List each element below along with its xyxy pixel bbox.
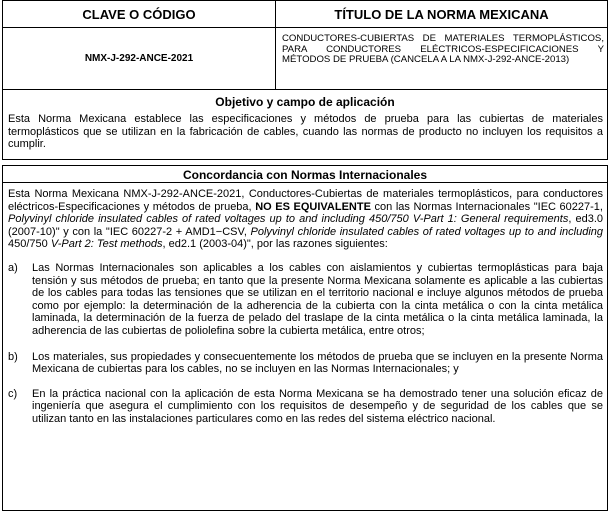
objetivo-text: Esta Norma Mexicana establece las especificaciones y métodos de prueba para las cubiertas de materiales termoplásticos que se utilizan en la fabricación de cables, cuando las normas de producto no incluyen los requisitos a cumplir. (8, 113, 603, 151)
intro-not-equivalent: NO ES EQUIVALENTE (255, 200, 371, 213)
intro-iec-title-2: Polyvinyl chloride insulated cables of rated voltages up to and including (250, 225, 603, 238)
concordancia-section (2, 165, 608, 511)
intro-text-5: , ed2.1 (2003-04)", por las razones siguientes: (162, 238, 388, 251)
objetivo-section (2, 89, 608, 160)
header-title-label: TÍTULO DE LA NORMA MEXICANA (334, 6, 549, 22)
norma-document (2, 0, 608, 511)
norma-code: NMX-J-292-ANCE-2021 (84, 53, 194, 64)
norma-code-cell (2, 27, 276, 90)
intro-text-4: 450/750 (8, 238, 51, 251)
norma-title-cell (275, 27, 608, 90)
reason-letter-a: a) (8, 261, 18, 274)
objetivo-heading: Objetivo y campo de aplicación (215, 95, 395, 109)
reason-letter-b: b) (8, 350, 18, 363)
intro-iec-title-3: V-Part 2: Test methods (50, 238, 163, 251)
intro-text-3: , ed3.0 (2007-10)" y con la "IEC 60227-2 + AMD1−CSV, (8, 213, 604, 238)
reason-item-a (3, 262, 607, 338)
reason-text-b: Los materiales, sus propiedades y consecuentemente los métodos de prueba que se incluyen en la presente Norma Mexicana de cubiertas para los cables, no se incluyen en las Normas Internacionales; y (32, 350, 603, 376)
reason-item-b (3, 351, 607, 376)
norma-title: CONDUCTORES-CUBIERTAS DE MATERIALES TERMOPLÁSTICOS, PARA CONDUCTORES ELÉCTRICOS-ESPECIFICACIONES Y MÉTODOS DE PRUEBA (CANCELA A LA NMX-J-292-ANCE-2013) (282, 33, 604, 66)
intro-text-2: con las Normas Internacionales "IEC 60227-1, (370, 200, 603, 213)
header-code-label: CLAVE O CÓDIGO (82, 6, 196, 22)
reason-item-c (3, 388, 607, 426)
reason-text-c: En la práctica nacional con la aplicación de esta Norma Mexicana se ha demostrado tener una solución eficaz de ingeniería que asegura el cumplimiento con los requisitos de desempeño y de seguridad de los cables que se utilizan tanto en las instalaciones particulares como en las redes del sistema eléctrico nacional. (32, 387, 603, 425)
reason-text-a: Las Normas Internacionales son aplicables a los cables con aislamientos y cubiertas termoplásticas para baja tensión y sus métodos de prueba; en tanto que la presente Norma Mexicana solamente es aplicable a las cubiertas de los cables para todas las tensiones que se utilizan en el territorio nacional e incluye algunos métodos de prueba como por ejemplo: la determinación de la adherencia de la cubierta con la cinta metálica o con la cinta metálica laminada, la determinación de la fuerza de pelado del traslape de la cinta metálica o la cinta metálica laminada, la adherencia de las cubiertas de poliolefina sobre la cubierta metálica, entre otros; (32, 261, 603, 337)
reason-letter-c: c) (8, 387, 18, 400)
intro-text-1: Esta Norma Mexicana NMX-J-292-ANCE-2021, Conductores-Cubiertas de materiales termoplásticos, para conductores eléctricos-Especificaciones y métodos de prueba, (8, 188, 603, 213)
concordancia-intro (3, 183, 607, 251)
concordancia-heading: Concordancia con Normas Internacionales (3, 166, 607, 183)
header-title-column (275, 0, 608, 28)
header-code-column (2, 0, 276, 28)
intro-iec-title-1: Polyvinyl chloride insulated cables of rated voltages up to and including 450/750 V-Part 1: General requirements (8, 213, 569, 226)
